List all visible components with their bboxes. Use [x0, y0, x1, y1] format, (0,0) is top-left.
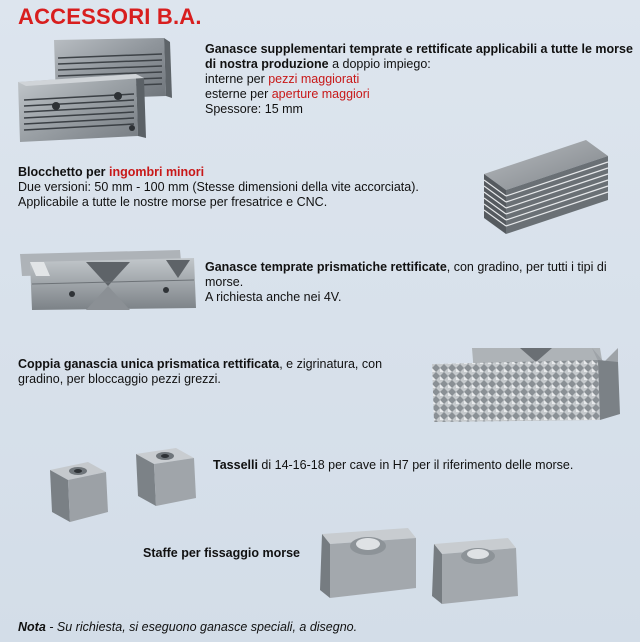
note-label: Nota: [18, 620, 46, 634]
ganasce-prismatiche-line2: A richiesta anche nei 4V.: [205, 290, 342, 304]
ganasce-supplementari-text: [205, 42, 635, 117]
coppia-ganascia-line2: gradino, per bloccaggio pezzi grezzi.: [18, 372, 221, 386]
line-esterne-highlight: aperture maggiori: [271, 87, 370, 101]
note-text: - Su richiesta, si eseguono ganasce speciali, a disegno.: [45, 620, 358, 634]
tasselli-image: [44, 446, 200, 524]
line-interne-highlight: pezzi maggiorati: [268, 72, 360, 86]
spessore-line: Spessore: 15 mm: [205, 102, 303, 116]
tasselli-suffix: di 14-16-18 per cave in H7 per il riferimento delle morse.: [257, 458, 574, 472]
line-interne-prefix: interne per: [205, 72, 269, 86]
tasselli-heading: Tasselli: [213, 458, 258, 472]
ganasce-prismatiche-heading: Ganasce temprate prismatiche rettificate: [205, 260, 447, 274]
staffe-heading: Staffe per fissaggio morse: [143, 546, 300, 560]
page-title: ACCESSORI B.A.: [18, 4, 202, 29]
blocchetto-heading-highlight: ingombri minori: [109, 165, 205, 179]
jaw-plates-image: [14, 36, 174, 144]
ganasce-supplementari-heading: Ganasce supplementari temprate e rettificate applicabili a tutte le morse di nostra produzione: [205, 42, 633, 71]
block-image: [478, 138, 614, 238]
ganasce-supplementari-heading-suffix: a doppio impiego:: [328, 57, 431, 71]
knurled-jaw-image: [428, 344, 628, 424]
coppia-ganascia-heading: Coppia ganascia unica prismatica rettificata: [18, 357, 280, 371]
blocchetto-text: [18, 165, 438, 210]
staffe-image: [312, 524, 530, 606]
coppia-ganascia-line1-suffix: , e zigrinatura, con: [279, 357, 383, 371]
line-esterne-prefix: esterne per: [205, 87, 272, 101]
prismatic-jaws-image: [16, 248, 198, 312]
blocchetto-line2: Applicabile a tutte le nostre morse per fresatrice e CNC.: [18, 195, 328, 209]
ganasce-prismatiche-text: [205, 260, 635, 305]
coppia-ganascia-text: [18, 357, 418, 387]
note: [18, 620, 518, 634]
blocchetto-line1: Due versioni: 50 mm - 100 mm (Stesse dimensioni della vite accorciata).: [18, 180, 419, 194]
blocchetto-heading-prefix: Blocchetto per: [18, 165, 109, 179]
ganasce-prismatiche-heading-suffix: , con gradino, per tutti i tipi di morse.: [205, 260, 607, 289]
tasselli-text: [213, 458, 633, 473]
